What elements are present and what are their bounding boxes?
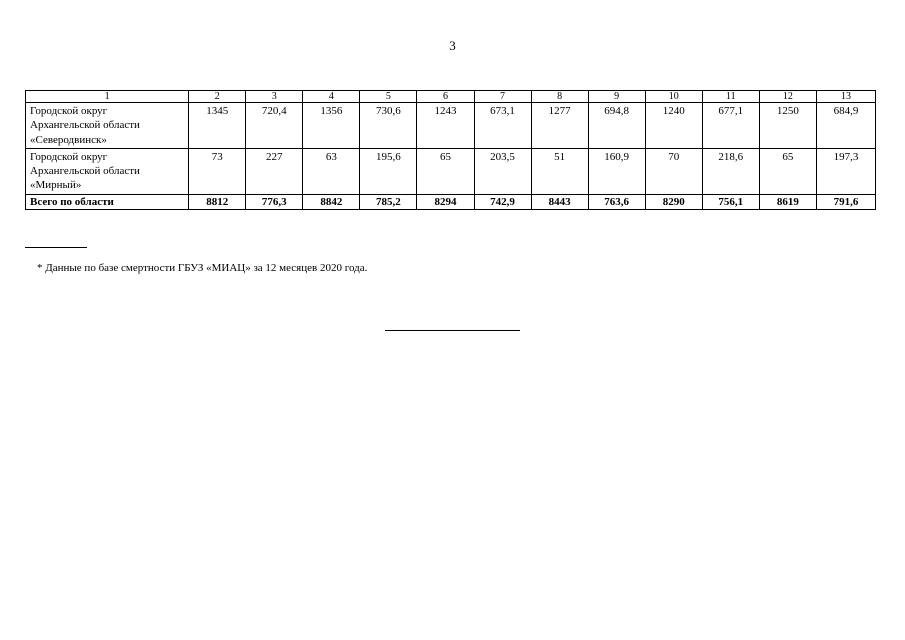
table-cell: 1250	[759, 103, 816, 149]
total-cell: 8619	[759, 194, 816, 209]
column-number-row	[26, 91, 876, 103]
row-name-line: Городской округ	[30, 105, 108, 117]
table-row-mirny	[26, 148, 876, 194]
total-cell: 791,6	[816, 194, 875, 209]
total-label: Всего по области	[26, 194, 189, 209]
row-name-line: Архангельской области	[30, 119, 140, 132]
table-cell: 684,9	[816, 103, 875, 149]
table-cell: 1277	[531, 103, 588, 149]
column-number: 1	[26, 91, 189, 103]
table-cell: 720,4	[246, 103, 303, 149]
table-cell: 51	[531, 148, 588, 194]
column-number: 12	[759, 91, 816, 103]
column-number: 4	[303, 91, 360, 103]
mortality-table	[25, 90, 876, 210]
total-cell: 785,2	[360, 194, 417, 209]
end-of-document-line	[385, 330, 520, 331]
row-name-line: Городской округ	[30, 150, 108, 163]
table-cell: 227	[246, 148, 303, 194]
row-name-line: «Мирный»	[30, 179, 82, 192]
column-number: 6	[417, 91, 474, 103]
table-cell: 73	[189, 148, 246, 194]
table-cell: 1345	[189, 103, 246, 149]
row-name-cell	[26, 103, 189, 149]
row-name-cell	[26, 148, 189, 194]
table-cell: 730,6	[360, 103, 417, 149]
table-cell: 1243	[417, 103, 474, 149]
column-number: 11	[702, 91, 759, 103]
table-row-total	[26, 194, 876, 209]
table-cell: 1240	[645, 103, 702, 149]
footnote-text: * Данные по базе смертности ГБУЗ «МИАЦ» за 12 месяцев 2020 года.	[37, 262, 368, 274]
column-number: 3	[246, 91, 303, 103]
table-cell: 694,8	[588, 103, 645, 149]
total-cell: 776,3	[246, 194, 303, 209]
table-row-severodvinsk	[26, 103, 876, 149]
column-number: 9	[588, 91, 645, 103]
row-name-line: «Северодвинск»	[30, 133, 107, 146]
column-number: 7	[474, 91, 531, 103]
total-cell: 8842	[303, 194, 360, 209]
table-cell: 677,1	[702, 103, 759, 149]
total-cell: 8290	[645, 194, 702, 209]
total-cell: 742,9	[474, 194, 531, 209]
total-cell: 8812	[189, 194, 246, 209]
table-cell: 197,3	[816, 148, 875, 194]
column-number: 10	[645, 91, 702, 103]
table-cell: 160,9	[588, 148, 645, 194]
table-cell: 63	[303, 148, 360, 194]
column-number: 13	[816, 91, 875, 103]
table-cell: 1356	[303, 103, 360, 149]
table-cell: 195,6	[360, 148, 417, 194]
total-cell: 8294	[417, 194, 474, 209]
total-cell: 763,6	[588, 194, 645, 209]
table-cell: 673,1	[474, 103, 531, 149]
table-cell: 65	[759, 148, 816, 194]
total-cell: 8443	[531, 194, 588, 209]
table-cell: 203,5	[474, 148, 531, 194]
table-cell: 218,6	[702, 148, 759, 194]
column-number: 8	[531, 91, 588, 103]
column-number: 5	[360, 91, 417, 103]
page-number: 3	[449, 38, 456, 53]
table-cell: 70	[645, 148, 702, 194]
total-cell: 756,1	[702, 194, 759, 209]
row-name-line: Архангельской области	[30, 165, 140, 178]
table-cell: 65	[417, 148, 474, 194]
footnote-separator	[25, 247, 87, 248]
column-number: 2	[189, 91, 246, 103]
